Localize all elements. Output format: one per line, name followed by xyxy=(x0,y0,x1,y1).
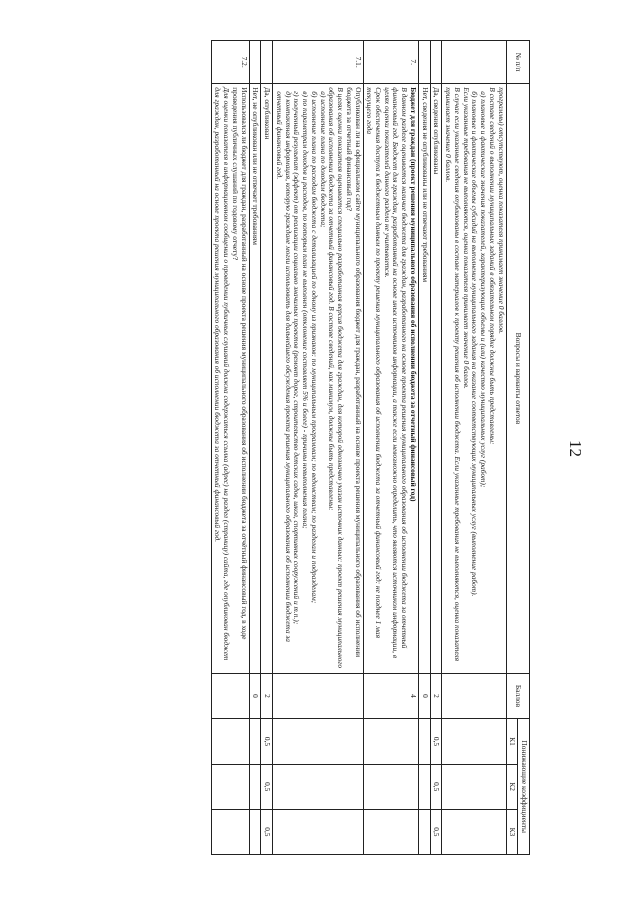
answer-row xyxy=(261,41,273,855)
section-7-2-p1: Для оценки показателя в информационном сообщении о проведении публичных слушаний должна содержаться ссылка (адрес) на раздел (страницу) сайта, где опубликован бюджет для граждан, разработанный на основе проекта решения муниципального образования об исполнении бюджета за отчетный финансовый год. xyxy=(213,87,232,661)
section-7-1-text-cell xyxy=(273,84,363,673)
section-7-2-text-cell xyxy=(211,84,249,673)
answer-k2: 0,5 xyxy=(430,764,442,809)
section-7-title: Бюджет для граждан (проект решения муниципального образования об исполнении бюджета за отчетный финансовый год) xyxy=(408,87,418,502)
section-7-2-row xyxy=(211,41,249,855)
section-7-1-item-b: б) исполнение плана по расходам бюджета с детализацией по одному из признаков: по муниципальным программам; по ведомствам; по разделам и подразделам; xyxy=(309,91,319,604)
header-question: Вопросы и варианты ответов xyxy=(506,84,529,673)
section-7-1-question: Опубликован ли на официальном сайте муниципального образования бюджет для граждан, разработанный на основе проекта решения муниципального образования об исполнении бюджета за отчетный финансовый год? xyxy=(344,87,363,658)
section-7-1-item-d: д) контактная информация, которую граждане могли использовать для дальнейшего обсуждения проекта решения муниципального образования об исполнении бюджета за отчетный финансовый год. xyxy=(274,91,293,642)
answer-row xyxy=(418,41,430,855)
section-7-1-item-a: а) исполнение плана по доходам бюджета; xyxy=(318,91,328,228)
intro-num-cell xyxy=(442,41,506,84)
answer-k3: 0,5 xyxy=(261,809,273,854)
answer-k1: 0,5 xyxy=(261,719,273,764)
intro-p1: программы) отсутствуют, оценка показателя принимает значение 0 баллов. xyxy=(496,87,506,334)
section-7-1-p1: В целях оценки показателя оценивается специально разработанная версия бюджета для граждан, для которой однозначно указан источник данных: проект решения муниципального образования об исполнении бюджета за отчетный финансовый год. В составе сведений, как минимум, должны быть представлены: xyxy=(327,87,346,669)
assessment-table-sheet xyxy=(60,40,530,855)
header-k1: К1 xyxy=(506,719,518,764)
answer-yes-budget: Да, опубликован xyxy=(261,84,273,673)
intro-p3: Если указанные требования не выполняются, оценка показателя принимает значение 0 баллов. xyxy=(461,87,471,389)
header-score: Баллов xyxy=(506,673,529,719)
header-k3: К3 xyxy=(506,809,518,854)
answer-k2: 0,5 xyxy=(261,764,273,809)
header-row xyxy=(518,41,530,855)
header-num: № п/п xyxy=(506,41,529,84)
section-7-p2: Срок обеспечения доступа к бюджетным данным по проекту решения муниципального образования об исполнении бюджета за отчетный финансовый год: не позднее 1 мая текущего года xyxy=(365,87,383,639)
section-7-2-question: Использовался ли бюджет для граждан, разработанный на основе проекта решения муниципального образования об исполнении бюджета за отчётный финансовый год, в ходе проведения публичных слушаний по годовому отчету? xyxy=(230,87,249,640)
answer-row xyxy=(430,41,442,855)
answer-row xyxy=(249,41,261,855)
section-7-p1: В данном разделе оценивается наличие бюджета для граждан, разработанного на основе проекта решения муниципального образования об исполнении бюджета за отчетный финансовый год. Бюджет для граждан, разработанный на основе иных источников информации, а также если невозможно определить, что являются источником информации, в целях оценки показателей данного раздела не учитывается. xyxy=(382,87,410,659)
section-7-2-num: 7.2. xyxy=(211,41,249,84)
intro-p2: В составе сведений о выполнении муниципальных заданий в обязательном порядке должны быть представлены: xyxy=(487,87,497,445)
header-coef-group: Понижающие коэффициенты xyxy=(518,719,530,855)
intro-p4: В случае если указанные сведения опубликованы в составе материалов к проекту решения об исполнении бюджета. Если указанные требования не выполняются, оценка показателя принимает значение 0 баллов. xyxy=(444,87,462,662)
header-k2: К2 xyxy=(506,764,518,809)
section-7-1-item-v: в) по параметрам доходов и расходов, по которым план не выполнен (отклонение составляет 5% и более) - причины невыполнения плана; xyxy=(301,91,311,529)
section-7-row xyxy=(363,41,418,855)
answer-yes-published: Да, сведения опубликованы xyxy=(430,84,442,673)
intro-item-b: б) плановые и фактические объемы субсидий на выполнение муниципального задания на оказание соответствующих муниципальных услуг (выполнение работ). xyxy=(470,91,480,597)
answer-score: 0 xyxy=(249,673,261,719)
section-7-num: 7. xyxy=(363,41,418,84)
answer-score: 2 xyxy=(430,673,442,719)
answer-k1: 0,5 xyxy=(430,719,442,764)
page-number: 12 xyxy=(566,440,585,457)
assessment-table xyxy=(211,40,530,855)
answer-score: 2 xyxy=(261,673,273,719)
section-7-1-item-g: г) полученный результат (эффект) от реализации социально значимых проектов (ремонт дорог, строительство детских садов, школ, спортивных сооружений и т.п.); xyxy=(292,91,302,625)
section-7-score: 4 xyxy=(363,673,418,719)
answer-no-published: Нет, сведения не опубликованы или не отвечают требованиям xyxy=(418,84,430,673)
intro-text-cell xyxy=(442,84,506,673)
section-7-1-row xyxy=(273,41,363,855)
answer-no-budget: Нет, не опубликован или не отвечает требованиям xyxy=(249,84,261,673)
intro-row xyxy=(442,41,506,855)
section-7-text-cell xyxy=(363,84,418,673)
section-7-1-num: 7.1. xyxy=(273,41,363,84)
answer-score: 0 xyxy=(418,673,430,719)
intro-item-a: а) плановые и фактические значения показателей, характеризующих объемы и (или) качество муниципальных услуг (работ); xyxy=(479,91,489,488)
answer-k3: 0,5 xyxy=(430,809,442,854)
